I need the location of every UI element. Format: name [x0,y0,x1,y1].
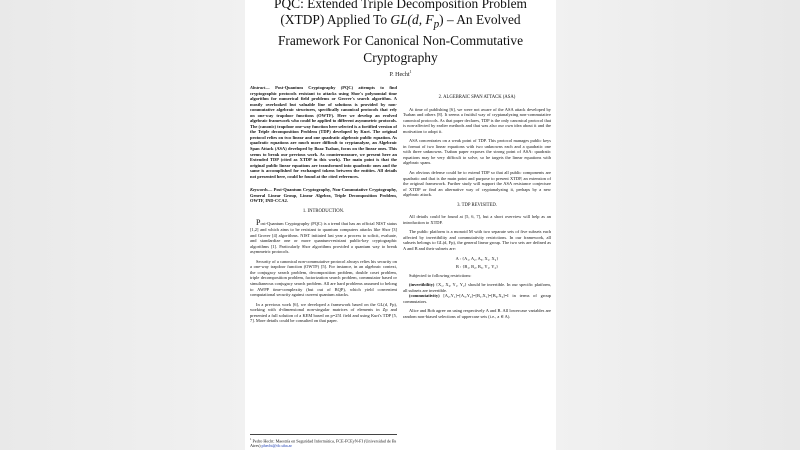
asa-paragraph-2: ASA concentrates on a weak point of TDP. This protocol manages public keys in format of two linear equations with two unknowns each and a quadratic one with three unknowns. Tsaban paper exposes the strong point of ASA: quadratic equations may be very difficult to solve, so he targets the linear equations with algebraic spans. [403,138,551,166]
asa-paragraph-1: At time of publishing [6], we were not aware of the ASA attack developed by Tsaban and others [8]. It seems a fruitful way of cryptanalyzing non-commutative canonical protocols. As that paper declares, TDP is the only canonical protocol that is non-affected by earlier methods and that was also our own idea about it and the motivation to adopt it. [403,106,551,134]
author-email-link[interactable]: phecht@dc.uba.ar [261,443,292,449]
set-b-definition: B : {B₁, B₂, B₃, Y₁, Y₂} [455,264,499,270]
tdp-paragraph-1: All details could be found at [5, 6, 7], but a short overview will help as an introduction to XTDP. [403,214,551,225]
tdp-paragraph-2: The public platform is a monoid M with two separate sets of five subsets each affected by invertibility and commutativity restrictions. In our framework, all subsets belongs to GL(d, Fp), the general linear group. The two sets are defined as A and B and their subsets are: [403,229,551,252]
set-a-definition: A : {A₁, A₂, A₃, X₁, X₂} [455,255,499,261]
invertibility-restriction: (invertibility) {X₁, X₂, Y₁, Y₂} should be invertible. In our specific platform, all subsets are invertible. [403,282,551,293]
right-column [403,90,551,324]
asa-paragraph-3: An obvious defense could be to extend TDP so that all public components are quadratic and that is the main point and purpose to present XTDP, an extension of the original framework. Further study will support the ASA resistance conjecture of XTDP or find an alternative way of cryptanalyzing it, perhaps by a new algebraic attack. [403,170,551,198]
keywords: Keywords— Post-Quantum Cryptography, Non-Commutative Cryptography, General Linear Group, Linear Algebra, Triple Decomposition Problem, OWTF, IND-CCA2. [250,187,397,204]
intro-paragraph-2: Security of a canonical non-commutative protocol always relies his security on a one-way trapdoor function (OWTF) [5]. For instance, in an algebraic context, the conjugacy search problem, decomposition problem, double coset problem, triple decomposition problem, factorization search problem, commutator based or simultaneous conjugacy search problem. All are hard problems assumed to belong to AWPP time-complexity (but out of BQP), which yield convenient computational security against current quantum attacks. [250,258,397,298]
tdp-paragraph-4: Alice and Bob agree on using respectively A and B. All lowercase variables are random non-biased selections of uppercase sets (i.e., a ∈ A). [403,308,551,319]
intro-paragraph-3: In a previous work [6], we developed a framework based on the GL(d, Fp), working with d-dimensional non-singular matrices of elements in Zp and presented a full solution of a KEM based on p=251 field and using Kurt's TDP [5, 7]. More details could be consulted on that paper. [250,301,397,324]
abstract: Abstract— Post-Quantum Cryptography (PQC) attempts to find cryptographic protocols resistant to attacks using Shor's polynomial time algorithm for numerical field problems or Grover's search algorithm. A mostly overlooked but valuable line of solutions is provided by non-commutative algebraic structures, specifically canonical protocols that rely on one-way trapdoor functions (OWTF). Here we develop an evolved algebraic framework who could be applied to different asymmetric protocols. The (canonic) trapdoor one-way function here selected is a fortified version of the Triple decomposition Problem (TDP) developed by Kurt. The original protocol relies on two linear and one quadratic algebraic public equation. As quadratic equations are much more difficult to cryptanalyze, an Algebraic Span Attack (ASA) developed by Boaz Tsaban, focus on the linear ones. This seems to break our previous work. As countermeasure, we present here an Extended TDP (cited as XTDP in this work). The main point is that the original public linear equations are transformed into quadratic ones and the same is accomplished for exchanged tokens between the entities. All details not presented here, could be found at the cited references. [250,85,397,179]
paper-title: PQC: Extended Triple Decomposition Problem (XTDP) Applied To GL(d, $F_p$) – An Evolved Framework For Canonical Non-Commutative Cryptography [274,0,527,65]
tdp-paragraph-3: Subjected to following restrictions: [409,272,472,278]
document-page [245,0,556,450]
section-heading-asa: 2. ALGEBRAIC SPAN ATTACK (ASA) [438,95,516,100]
section-heading-tdp: 3. TDP REVISITED. [457,202,497,208]
viewer-margin-right [556,0,800,450]
intro-paragraph-1: Post-Quantum Cryptography (PQC) is a trend that has an official NIST status [1,2] and which aims to be resistant to quantum computers attacks like Shor [3] and Grover [4] algorithms. NIST initiated last year a process to solicit, evaluate, and standardize one or more quantum-resistant public-key cryptographic algorithms [1]. Particularly Shor algorithms provided a quantum way to break asymmetric protocols. [250,218,397,255]
viewer-margin-left [0,0,245,450]
left-column [250,85,397,328]
author-line: P. Hecht$^1$ [389,69,412,78]
author-footnote: $^1$ Pedro Hecht: Maestría en Seguridad Informática, FCE-FCEyN-FI (Universidad de Bs Aires) phecht@dc.uba.ar [250,434,397,448]
commutativity-restriction: (commutativity) [A₂,Y₁]=[A₃,Y₂]=[B₁,X₁]=[B₂,X₂]=I in terms of group commutators. [403,293,551,304]
section-heading-introduction: 1. INTRODUCTION. [302,208,345,214]
